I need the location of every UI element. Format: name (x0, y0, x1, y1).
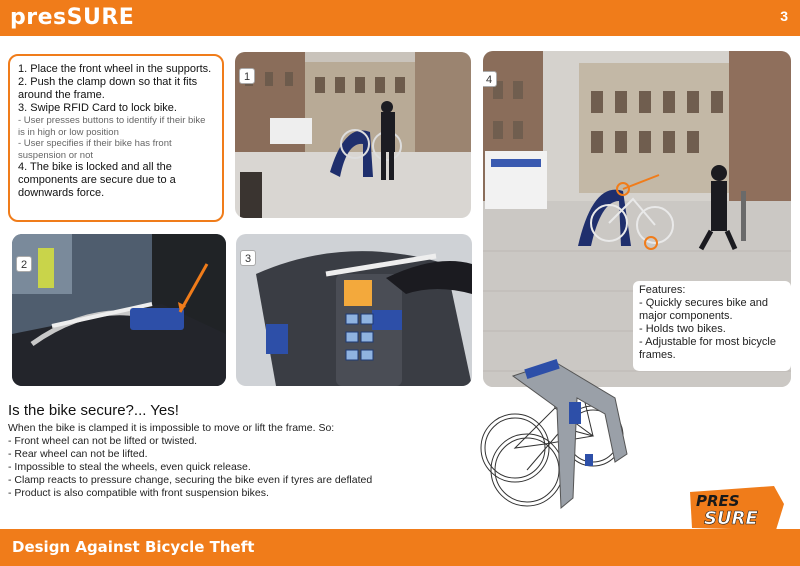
step-item: 3. Swipe RFID Card to lock bike. (18, 102, 177, 114)
step-item: 4. The bike is locked and all the components are secure due to a downwards force. (18, 161, 176, 199)
feature-item: - Adjustable for most bicycle frames. (639, 336, 776, 361)
photo-badge: 4 (483, 71, 497, 87)
security-item: - Rear wheel can not be lifted. (8, 448, 148, 460)
rfid-panel-image (236, 234, 472, 386)
feature-item: - Quickly secures bike and major components. (639, 297, 768, 322)
logo-text-bottom: SURE (704, 508, 758, 529)
features-box (633, 281, 791, 371)
step-subitem: - User specifies if their bike has front suspension or not (18, 138, 172, 161)
page-title: presSURE (10, 5, 135, 30)
photo-badge: 3 (240, 250, 256, 266)
bike-stand-illustration (465, 358, 645, 526)
clamp-closeup-image (12, 234, 226, 386)
page-footer (0, 529, 800, 566)
step-item: 1. Place the front wheel in the supports. (18, 63, 212, 75)
security-section (8, 402, 428, 500)
footer-title: Design Against Bicycle Theft (12, 538, 255, 556)
step-item: 2. Push the clamp down so that it fits around the frame. (18, 76, 198, 101)
step-subitem: - User presses buttons to identify if their bike is in high or low position (18, 115, 206, 138)
photo-badge: 2 (16, 256, 32, 272)
photo-badge: 1 (239, 68, 255, 84)
feature-item: - Holds two bikes. (639, 323, 726, 335)
photo-step-1 (235, 52, 471, 218)
logo-text-top: PRES (696, 492, 740, 510)
photo-step-2 (12, 234, 226, 386)
page-header (0, 0, 800, 36)
security-title: Is the bike secure?... Yes! (8, 402, 179, 419)
security-item: - Front wheel can not be lifted or twisted. (8, 435, 198, 447)
photo-step-3 (236, 234, 472, 386)
page-number: 3 (780, 8, 788, 24)
street-scene-image (235, 52, 471, 218)
security-item: - Product is also compatible with front suspension bikes. (8, 487, 269, 499)
pressure-logo (686, 484, 786, 532)
features-title: Features: (639, 284, 686, 296)
security-item: - Clamp reacts to pressure change, securing the bike even if tyres are deflated (8, 474, 373, 486)
security-intro: When the bike is clamped it is impossible to move or lift the frame. So: (8, 422, 335, 434)
instructions-box (8, 54, 224, 222)
security-item: - Impossible to steal the wheels, even quick release. (8, 461, 251, 473)
